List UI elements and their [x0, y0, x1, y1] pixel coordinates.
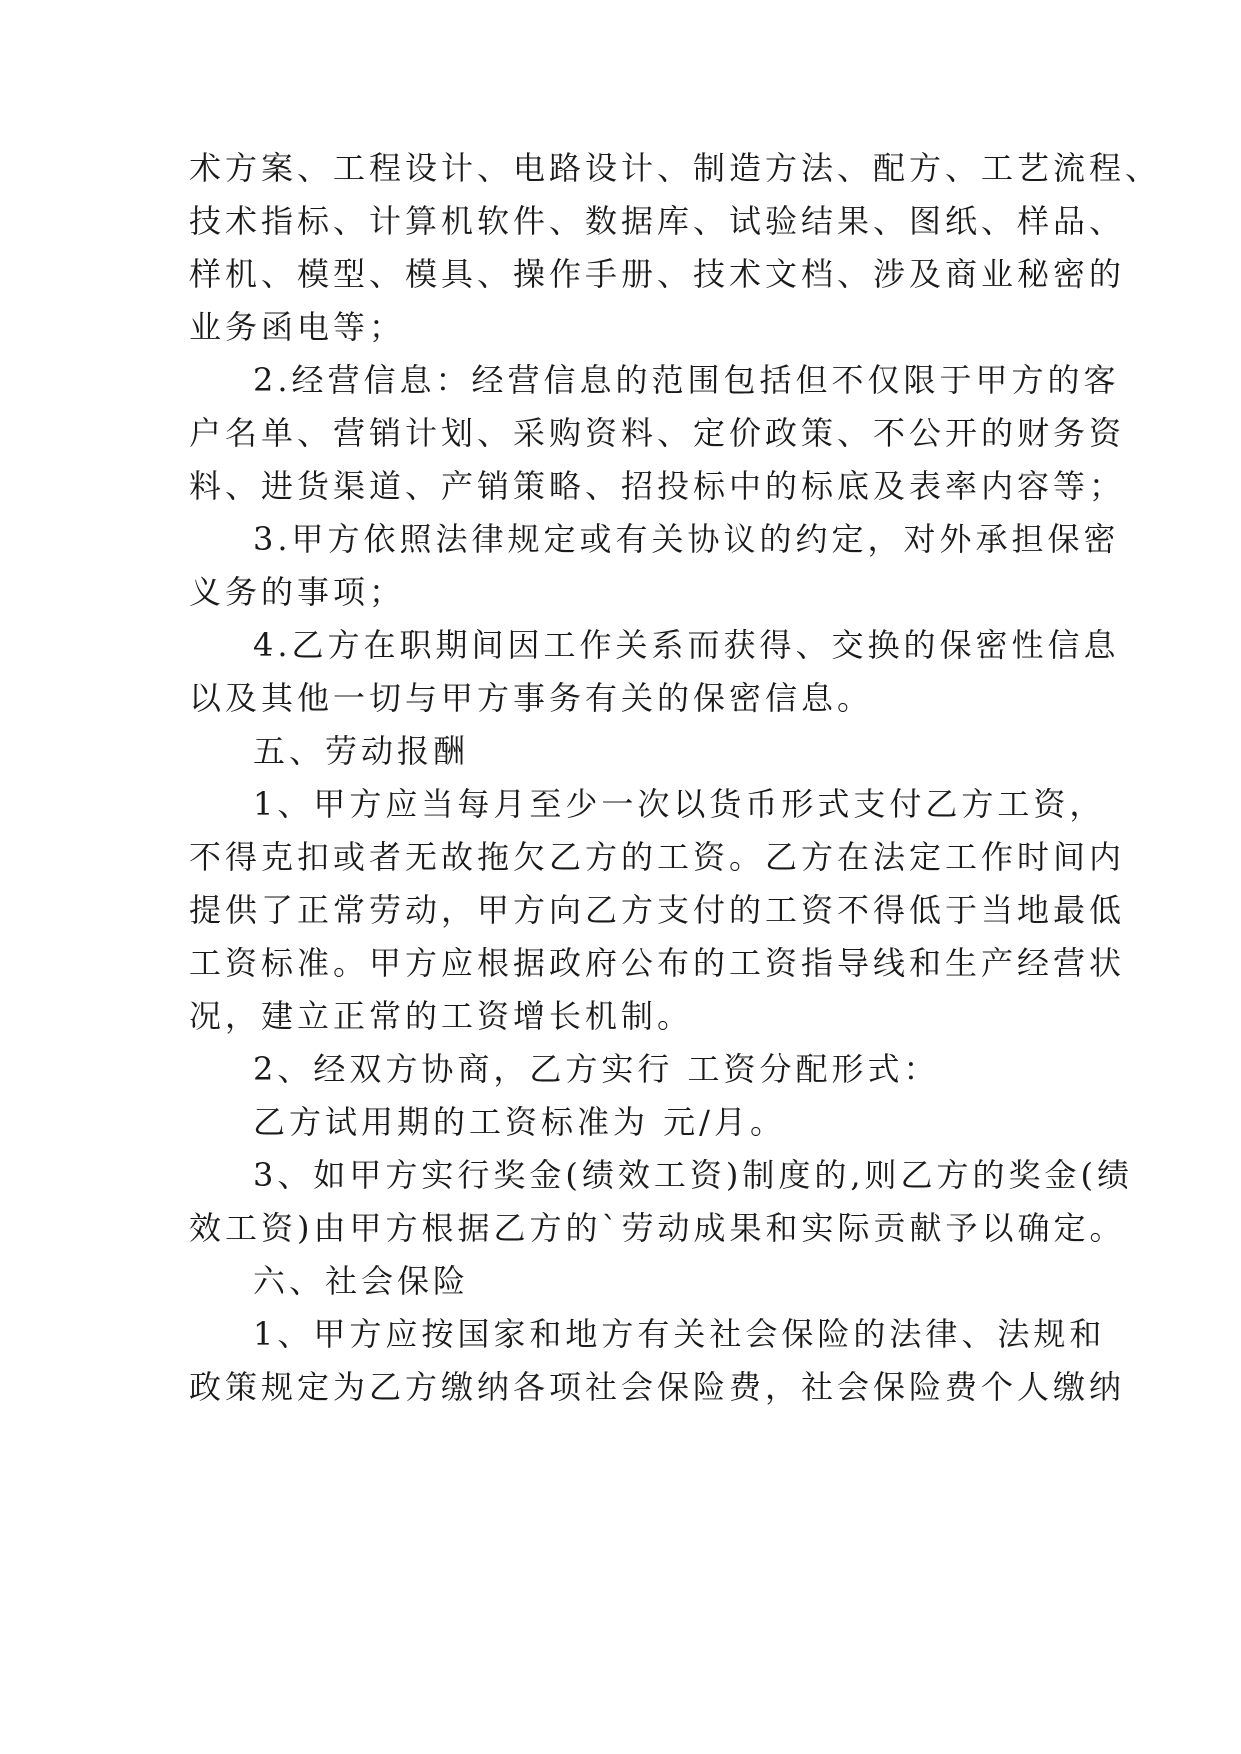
- text-line: 业务函电等；: [189, 308, 406, 346]
- text-line: 1、甲方应当每月至少一次以货币形式支付乙方工资，: [253, 785, 1106, 823]
- text-line: 1、甲方应按国家和地方有关社会保险的法律、法规和: [253, 1315, 1106, 1353]
- text-line: 政策规定为乙方缴纳各项社会保险费，社会保险费个人缴纳: [189, 1368, 1126, 1406]
- text-line: 提供了正常劳动，甲方向乙方支付的工资不得低于当地最低: [189, 891, 1126, 929]
- text-line: 不得克扣或者无故拖欠乙方的工资。乙方在法定工作时间内: [189, 838, 1126, 876]
- text-line: 样机、模型、模具、操作手册、技术文档、涉及商业秘密的: [189, 255, 1126, 293]
- text-line: 况，建立正常的工资增长机制。: [189, 997, 694, 1035]
- text-line: 3、如甲方实行奖金(绩效工资)制度的,则乙方的奖金(绩: [253, 1156, 1133, 1194]
- text-line: 义务的事项；: [189, 573, 406, 611]
- text-line: 4.乙方在职期间因工作关系而获得、交换的保密性信息: [253, 626, 1120, 664]
- text-line: 2.经营信息：经营信息的范围包括但不仅限于甲方的客: [253, 361, 1120, 399]
- text-line: 乙方试用期的工资标准为 元/月。: [253, 1103, 786, 1141]
- text-line: 3.甲方依照法律规定或有关协议的约定，对外承担保密: [253, 520, 1120, 558]
- text-line: 术方案、工程设计、电路设计、制造方法、配方、工艺流程、: [189, 149, 1162, 187]
- text-line: 工资标准。甲方应根据政府公布的工资指导线和生产经营状: [189, 944, 1126, 982]
- section-heading: 五、劳动报酬: [253, 732, 470, 770]
- text-line: 2、经双方协商，乙方实行 工资分配形式：: [253, 1050, 940, 1088]
- text-line: 效工资)由甲方根据乙方的`劳动成果和实际贡献予以确定。: [189, 1209, 1126, 1247]
- text-line: 技术指标、计算机软件、数据库、试验结果、图纸、样品、: [189, 202, 1126, 240]
- text-line: 料、进货渠道、产销策略、招投标中的标底及表率内容等；: [189, 467, 1126, 505]
- text-line: 以及其他一切与甲方事务有关的保密信息。: [189, 679, 874, 717]
- section-heading: 六、社会保险: [253, 1262, 470, 1300]
- text-line: 户名单、营销计划、采购资料、定价政策、不公开的财务资: [189, 414, 1126, 452]
